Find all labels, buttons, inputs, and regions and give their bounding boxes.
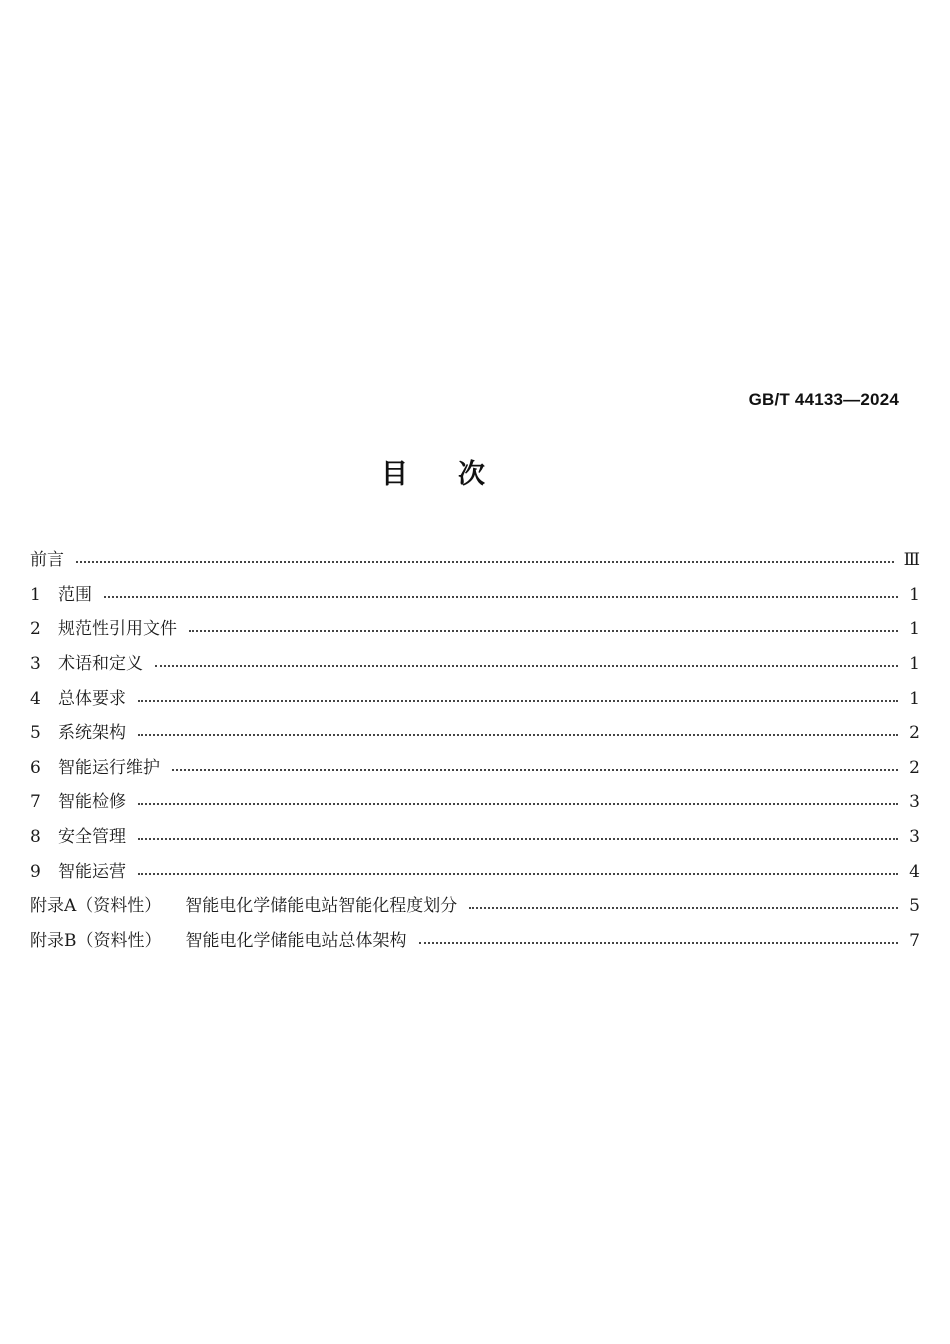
dot-leader bbox=[138, 700, 898, 702]
toc-entry-number: 9 bbox=[30, 861, 41, 882]
toc-page-number: 3 bbox=[909, 792, 920, 813]
toc-entry-normative-references[interactable] bbox=[30, 612, 920, 647]
toc-entry-foreword[interactable] bbox=[30, 543, 920, 578]
toc-entry-label: 术语和定义 bbox=[58, 654, 143, 675]
toc-entry-label: 智能电化学储能电站总体架构 bbox=[185, 930, 407, 951]
toc-page-number: 3 bbox=[909, 827, 920, 848]
toc-entry-label: 安全管理 bbox=[58, 827, 126, 848]
toc-page-number: Ⅲ bbox=[903, 550, 920, 571]
toc-entry-terms-definitions[interactable] bbox=[30, 647, 920, 682]
toc-page-number: 1 bbox=[909, 619, 920, 640]
toc-page-number: 1 bbox=[909, 654, 920, 675]
toc-entry-general-requirements[interactable] bbox=[30, 681, 920, 716]
toc-entry-number: 3 bbox=[30, 654, 41, 675]
toc-page-number: 7 bbox=[909, 930, 920, 951]
toc-entry-label: 规范性引用文件 bbox=[58, 619, 177, 640]
appendix-tag: 附录A（资料性） bbox=[30, 896, 162, 917]
toc-entry-number: 4 bbox=[30, 688, 41, 709]
toc-page-number: 5 bbox=[909, 896, 920, 917]
toc-entry-appendix-b[interactable] bbox=[30, 924, 920, 959]
dot-leader bbox=[172, 769, 898, 771]
toc-entry-number: 8 bbox=[30, 827, 41, 848]
toc-page-number: 4 bbox=[909, 861, 920, 882]
toc-entry-number: 5 bbox=[30, 723, 41, 744]
toc-entry-label: 智能运行维护 bbox=[58, 757, 160, 778]
toc-entry-intelligent-overhaul[interactable] bbox=[30, 785, 920, 820]
toc-entry-intelligent-operation-maintenance[interactable] bbox=[30, 751, 920, 786]
dot-leader bbox=[104, 596, 898, 598]
toc-entry-scope[interactable] bbox=[30, 578, 920, 613]
toc-entry-label: 智能电化学储能电站智能化程度划分 bbox=[185, 896, 458, 917]
toc-entry-label: 系统架构 bbox=[58, 723, 126, 744]
toc-entry-intelligent-operations[interactable] bbox=[30, 854, 920, 889]
toc-entry-number: 1 bbox=[30, 584, 41, 605]
toc-entry-number: 6 bbox=[30, 757, 41, 778]
toc-page-number: 1 bbox=[909, 688, 920, 709]
toc-page-number: 1 bbox=[909, 584, 920, 605]
toc-entry-safety-management[interactable] bbox=[30, 820, 920, 855]
toc-title: 目次 bbox=[381, 459, 535, 490]
dot-leader bbox=[138, 734, 898, 736]
dot-leader bbox=[138, 803, 898, 805]
toc-entry-label: 范围 bbox=[58, 584, 92, 605]
toc-entry-system-architecture[interactable] bbox=[30, 716, 920, 751]
dot-leader bbox=[189, 630, 898, 632]
toc-entry-number: 2 bbox=[30, 619, 41, 640]
dot-leader bbox=[138, 873, 898, 875]
dot-leader bbox=[76, 561, 894, 563]
toc-entry-label: 智能检修 bbox=[58, 792, 126, 813]
dot-leader bbox=[155, 665, 898, 667]
toc-entry-label: 前言 bbox=[30, 550, 64, 571]
table-of-contents bbox=[30, 543, 920, 958]
toc-entry-label: 总体要求 bbox=[58, 688, 126, 709]
toc-entry-number: 7 bbox=[30, 792, 41, 813]
toc-entry-label: 智能运营 bbox=[58, 861, 126, 882]
toc-page-number: 2 bbox=[909, 757, 920, 778]
toc-page-number: 2 bbox=[909, 723, 920, 744]
dot-leader bbox=[469, 907, 898, 909]
dot-leader bbox=[138, 838, 898, 840]
dot-leader bbox=[419, 942, 899, 944]
toc-entry-appendix-a[interactable] bbox=[30, 889, 920, 924]
document-code: GB/T 44133—2024 bbox=[748, 390, 899, 409]
appendix-tag: 附录B（资料性） bbox=[30, 930, 162, 951]
